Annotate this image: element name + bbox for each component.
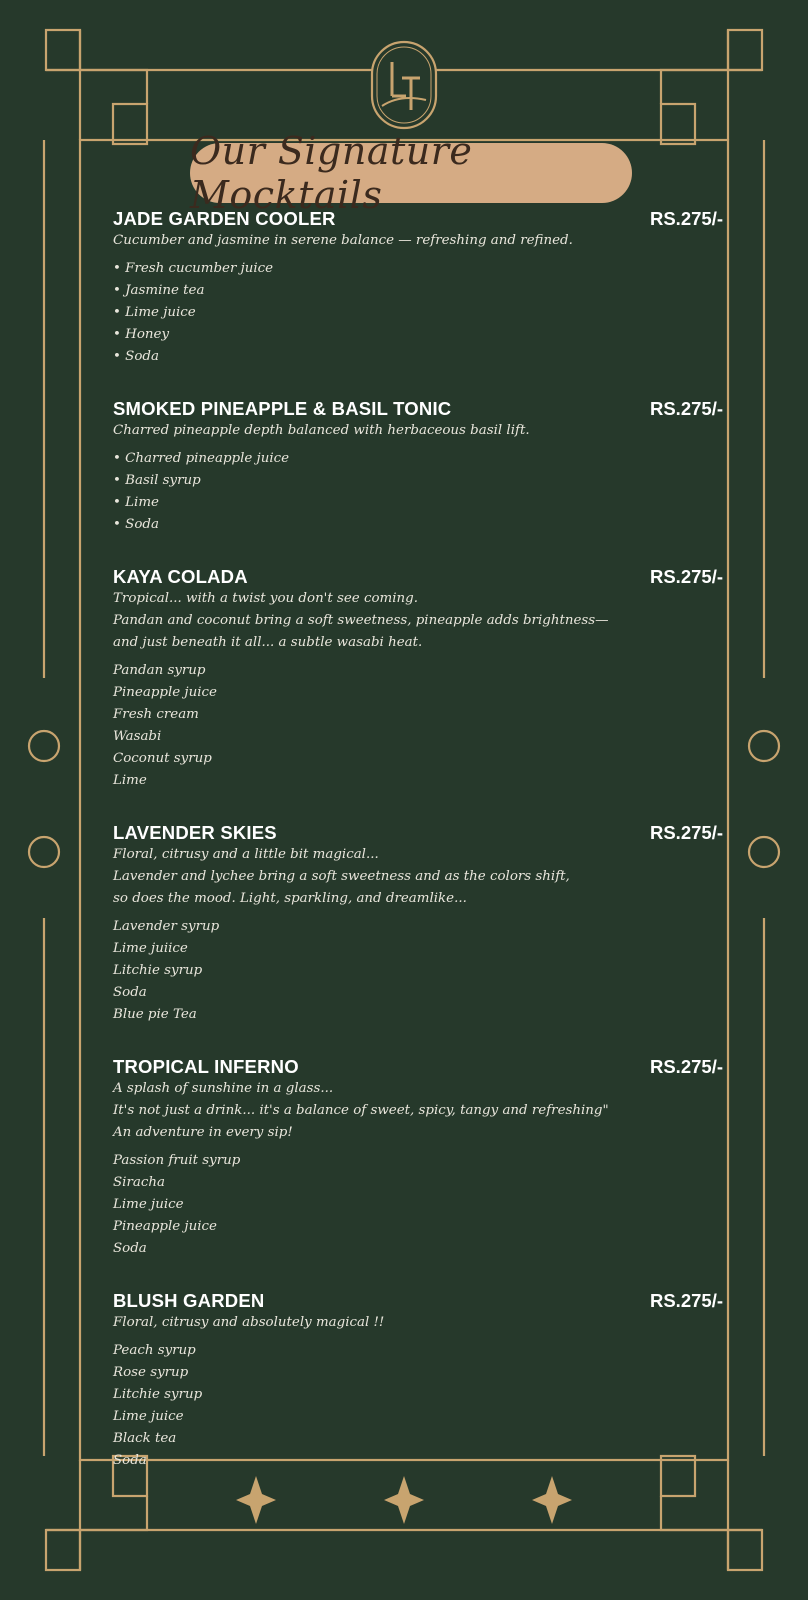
ingredient-list xyxy=(113,660,723,792)
ingredient-item: Blue pie Tea xyxy=(113,1007,197,1022)
ingredient-item: Coconut syrup xyxy=(113,751,212,766)
ingredient-list xyxy=(113,916,723,1026)
ingredient-item: • Lime xyxy=(113,495,159,510)
ingredient-item: Black tea xyxy=(113,1431,177,1446)
menu-item-header xyxy=(113,1052,723,1078)
ingredient-item: Fresh cream xyxy=(113,707,199,722)
ingredient-list xyxy=(113,258,723,368)
side-circle-right-upper xyxy=(749,731,779,761)
ingredient-item: Soda xyxy=(113,985,147,1000)
ingredient-item: Wasabi xyxy=(113,729,162,744)
side-circle-left-lower xyxy=(29,837,59,867)
item-price: RS.275/- xyxy=(649,822,723,843)
item-price: RS.275/- xyxy=(649,1290,723,1311)
ingredient-item: Pineapple juice xyxy=(113,685,217,700)
ingredient-item: Litchie syrup xyxy=(113,1387,203,1402)
side-circle-left-upper xyxy=(29,731,59,761)
ingredient-item: • Soda xyxy=(113,517,159,532)
menu-item-header xyxy=(113,394,723,420)
inner-step-top-right xyxy=(661,104,695,144)
ingredient-item: Lavender syrup xyxy=(113,919,220,934)
ingredient-item: • Basil syrup xyxy=(113,473,201,488)
logo-badge xyxy=(372,42,436,128)
ingredient-item: Lime juice xyxy=(113,1197,184,1212)
side-circle-right-lower xyxy=(749,837,779,867)
item-name: TROPICAL INFERNO xyxy=(113,1056,299,1077)
title-banner xyxy=(190,129,632,217)
corner-square-bottom-left xyxy=(46,1530,80,1570)
ingredient-item: Peach syrup xyxy=(113,1343,196,1358)
menu-item xyxy=(113,818,723,1026)
item-name: SMOKED PINEAPPLE & BASIL TONIC xyxy=(113,398,452,419)
menu-item xyxy=(113,1052,723,1260)
item-description: Charred pineapple depth balanced with herbaceous basil lift. xyxy=(113,423,530,438)
ingredient-item: Passion fruit syrup xyxy=(113,1153,241,1168)
ingredient-item: Pineapple juice xyxy=(113,1219,217,1234)
item-price: RS.275/- xyxy=(649,566,723,587)
item-description: Floral, citrusy and a little bit magical... Lavender and lychee bring a soft sweetness and as the colors shift, so does the mood. Light, sparkling, and dreamlike... xyxy=(113,847,570,906)
ingredient-item: Pandan syrup xyxy=(113,663,206,678)
ingredient-item: Siracha xyxy=(113,1175,165,1190)
item-description: Floral, citrusy and absolutely magical !! xyxy=(113,1315,385,1330)
ingredient-item: • Lime juice xyxy=(113,305,196,320)
menu-item-header xyxy=(113,562,723,588)
corner-square-top-left xyxy=(46,30,80,70)
mocktail-list xyxy=(113,204,723,1498)
item-name: KAYA COLADA xyxy=(113,566,248,587)
ingredient-item: Litchie syrup xyxy=(113,963,203,978)
ingredient-item: Lime xyxy=(113,773,147,788)
item-description: Cucumber and jasmine in serene balance — refreshing and refined. xyxy=(113,233,573,248)
corner-square-bottom-right xyxy=(728,1530,762,1570)
menu-item-header xyxy=(113,818,723,844)
item-name: JADE GARDEN COOLER xyxy=(113,208,336,229)
ingredient-list xyxy=(113,448,723,536)
ingredient-item: Lime juiice xyxy=(113,941,188,956)
item-price: RS.275/- xyxy=(649,398,723,419)
item-description: A splash of sunshine in a glass... It's not just a drink... it's a balance of sweet, spicy, tangy and refreshing" An adventure in every sip! xyxy=(113,1081,609,1140)
ingredient-item: Soda xyxy=(113,1453,147,1468)
ingredient-item: • Jasmine tea xyxy=(113,283,205,298)
item-price: RS.275/- xyxy=(649,208,723,229)
item-description: Tropical... with a twist you don't see coming. Pandan and coconut bring a soft sweetness, pineapple adds brightness— and just beneath it all... a subtle wasabi heat. xyxy=(113,591,609,650)
corner-square-top-right xyxy=(728,30,762,70)
ingredient-list xyxy=(113,1150,723,1260)
menu-item xyxy=(113,1286,723,1472)
ingredient-item: • Fresh cucumber juice xyxy=(113,261,274,276)
ingredient-item: Rose syrup xyxy=(113,1365,189,1380)
ingredient-item: • Honey xyxy=(113,327,170,342)
menu-item-header xyxy=(113,1286,723,1312)
menu-item xyxy=(113,204,723,368)
menu-item-header xyxy=(113,204,723,230)
ingredient-list xyxy=(113,1340,723,1472)
ingredient-item: Lime juice xyxy=(113,1409,184,1424)
item-name: LAVENDER SKIES xyxy=(113,822,277,843)
inner-step-top-left xyxy=(113,104,147,144)
menu-item xyxy=(113,562,723,792)
ingredient-item: Soda xyxy=(113,1241,147,1256)
ingredient-item: • Charred pineapple juice xyxy=(113,451,290,466)
menu-item xyxy=(113,394,723,536)
item-price: RS.275/- xyxy=(649,1056,723,1077)
item-name: BLUSH GARDEN xyxy=(113,1290,265,1311)
ingredient-item: • Soda xyxy=(113,349,159,364)
page-title: Our Signature Mocktails xyxy=(190,129,473,217)
